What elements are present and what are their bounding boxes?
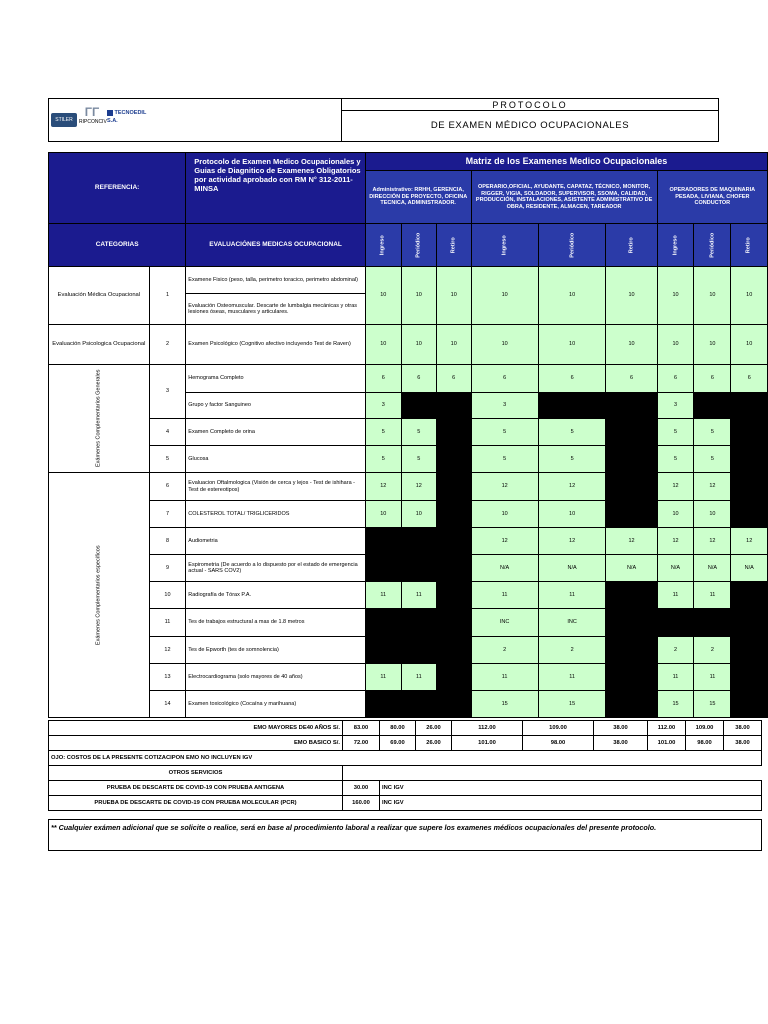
exam-name: Grupo y factor Sanguineo [186,393,366,419]
exam-value-cell [436,664,471,691]
exam-number: 2 [149,325,186,365]
ojo-note-row [49,751,762,766]
exam-row [49,325,768,365]
exam-value-cell: N/A [538,555,606,582]
stiler-logo: STILER [51,113,77,127]
service-price: 30.00 [343,781,380,796]
exam-name: Espirometria (De acuerdo a lo dispuesto por el estado de emergencia actual - SARS COV2) [186,555,366,582]
exam-value-cell: 5 [538,419,606,446]
tecnoedil-text: TECNOEDIL S.A. [107,110,147,124]
exam-value-cell: 5 [401,419,436,446]
exam-value-cell [436,501,471,528]
exam-value-cell: 11 [657,582,694,609]
exam-value-cell: 5 [657,446,694,473]
exam-value-cell: 5 [471,446,538,473]
exam-value-cell: 10 [365,501,401,528]
exam-name: Examen toxicológico (Cocaína y marihuana) [186,691,366,718]
exam-value-cell: 11 [401,664,436,691]
service-row [49,781,762,796]
exam-value-cell: N/A [657,555,694,582]
exam-value-cell: 10 [401,501,436,528]
emo-basico-row [49,736,762,751]
exam-value-cell: 11 [471,664,538,691]
phase-header-label: Retiro [745,237,752,253]
emo-basico-price: 98.00 [686,736,724,751]
exam-row [49,446,768,473]
exam-number: 12 [149,637,186,664]
exam-value-cell [365,691,401,718]
category-cell [49,267,150,325]
phase-header [606,224,657,267]
service-note: INC IGV [380,796,762,811]
exam-row [49,609,768,637]
exam-value-cell [731,664,768,691]
exam-name: COLESTEROL TOTAL/ TRIGLICERIDOS [186,501,366,528]
exam-number: 4 [149,419,186,446]
exam-value-cell [731,691,768,718]
exam-value-cell [731,473,768,501]
emo-mayores-row [49,721,762,736]
footnote: ** Cualquier exámen adicional que se solicite o realice, será en base al procedimiento laboral a realizar que supere los examenes médicos ocupacionales del presente protocolo. [49,820,762,851]
exam-value-cell [731,609,768,637]
exam-value-cell [606,419,657,446]
categorias-header: CATEGORIAS [49,224,186,267]
exam-value-cell: 11 [538,582,606,609]
exam-value-cell: 10 [436,267,471,325]
exam-value-cell [401,528,436,555]
exam-value-cell [436,446,471,473]
spacer-row [49,811,762,820]
exam-name: Examen Completo de orina [186,419,366,446]
phase-header-label: Retiro [628,237,635,253]
exam-value-cell: 10 [365,325,401,365]
exam-row [49,691,768,718]
exam-value-cell: 12 [471,528,538,555]
exam-value-cell: 10 [694,501,731,528]
exam-value-cell [731,637,768,664]
exam-number: 6 [149,473,186,501]
emo-basico-price: 38.00 [594,736,648,751]
exam-value-cell: 10 [657,501,694,528]
exam-value-cell: 10 [471,501,538,528]
exam-value-cell [694,609,731,637]
document-title: PROTOCOLO [342,98,719,111]
exam-value-cell: 12 [538,473,606,501]
exam-name: Tes de trabajos estructural a mas de 1.8 metros [186,609,366,637]
exam-value-cell: 2 [694,637,731,664]
exam-value-cell: 11 [694,582,731,609]
exam-value-cell: 5 [694,446,731,473]
exam-value-cell [606,637,657,664]
phase-header [365,224,401,267]
exam-value-cell: 12 [694,473,731,501]
exam-value-cell [436,393,471,419]
exam-value-cell: 11 [538,664,606,691]
emo-basico-price: 26.00 [416,736,452,751]
exam-value-cell [401,691,436,718]
category-label: Evaluación Médica Ocupacional [57,292,141,299]
group-administrativo: Administrativo: RRHH, GERENCIA, DIRECCIÓN DE PROYECTO, OFICINA TECNICA, ADMINISTRADOR. [365,171,471,224]
exam-value-cell: 3 [365,393,401,419]
emo-mayores-label: EMO MAYORES DE40 AÑOS S/. [49,721,343,736]
emo-basico-price: 69.00 [380,736,416,751]
ripconciv-text: RIPCONCIV [79,119,107,125]
exam-value-cell: 15 [471,691,538,718]
emo-basico-price: 101.00 [452,736,523,751]
exam-value-cell: 10 [694,267,731,325]
exam-value-cell: 6 [436,365,471,393]
exam-value-cell [436,555,471,582]
exam-value-cell: 3 [471,393,538,419]
exam-name: Radiografía de Tórax P.A. [186,582,366,609]
exam-value-cell: 10 [538,501,606,528]
exam-value-cell: 6 [657,365,694,393]
exam-value-cell: 6 [538,365,606,393]
exam-value-cell: N/A [606,555,657,582]
exam-value-cell: 5 [657,419,694,446]
summary-body [49,721,762,851]
otros-servicios-label: OTROS SERVICIOS [49,766,343,781]
phase-header [436,224,471,267]
category-cell [49,325,150,365]
exam-value-cell: 6 [365,365,401,393]
exam-value-cell: 6 [606,365,657,393]
exam-value-cell: 12 [538,528,606,555]
emo-basico-label: EMO BASICO S/. [49,736,343,751]
exam-value-cell [694,393,731,419]
exam-number: 5 [149,446,186,473]
exam-value-cell [365,555,401,582]
exam-value-cell [401,637,436,664]
phase-header [657,224,694,267]
exam-value-cell [731,446,768,473]
exam-value-cell: 11 [365,664,401,691]
exam-row [49,419,768,446]
exam-row [49,637,768,664]
exam-value-cell: 11 [365,582,401,609]
phase-header [694,224,731,267]
exam-value-cell [436,419,471,446]
spacer [49,811,762,820]
phase-header-label: Periódico [568,232,575,258]
exam-number: 14 [149,691,186,718]
exam-name: Audiometria [186,528,366,555]
emo-basico-price: 101.00 [648,736,686,751]
phase-header-label: Retiro [450,237,457,253]
emo-mayores-price: 112.00 [648,721,686,736]
exam-value-cell [606,582,657,609]
exam-row [49,267,768,294]
protocol-reference-text: Protocolo de Examen Medico Ocupacionales y Guias de Diagnitico de Examenes Obligatorios por actividad aprobado con RM N° 312-2011-MINSA [186,153,366,224]
service-name: PRUEBA DE DESCARTE DE COVID-19 CON PRUEBA ANTIGENA [49,781,343,796]
exam-name: Evaluacion Oftalmologica (Visión de cerca y lejos - Test de ishihara - Test de estereotipos) [186,473,366,501]
ojo-note: OJO: COSTOS DE LA PRESENTE COTIZACIPON EMO NO INCLUYEN IGV [49,751,762,766]
exam-number: 7 [149,501,186,528]
exam-row [49,365,768,393]
exam-value-cell [606,609,657,637]
exam-value-cell: 10 [657,325,694,365]
referencia-label: REFERENCIA: [49,153,186,224]
exam-row [49,501,768,528]
exam-value-cell: 10 [731,325,768,365]
emo-mayores-price: 26.00 [416,721,452,736]
phase-header [471,224,538,267]
exam-number: 9 [149,555,186,582]
exam-value-cell [606,393,657,419]
exam-value-cell: 2 [471,637,538,664]
exam-value-cell [606,691,657,718]
logos-box [48,98,342,142]
emo-mayores-price: 83.00 [343,721,380,736]
exam-name: Examen Psicológico (Cognitivo afectivo incluyendo Test de Raven) [186,325,366,365]
exam-value-cell: 2 [538,637,606,664]
exam-value-cell [401,393,436,419]
exam-value-cell: 12 [471,473,538,501]
exam-value-cell: 10 [436,325,471,365]
exam-value-cell: 5 [365,446,401,473]
category-label: Exámenes Complementarios Generales [95,369,102,468]
exam-value-cell: 6 [731,365,768,393]
exam-name: Evaluación Osteomuscular. Descarte de lumbalgia mecánicas y otras lesiones óseas, musculares y articulares. [186,294,366,325]
exam-name: Tes de Epworth (tes de somnolencia) [186,637,366,664]
exam-name: Hemograma Completo [186,365,366,393]
exam-value-cell: 2 [657,637,694,664]
phase-header-label: Periódico [709,232,716,258]
exam-value-cell: INC [471,609,538,637]
exam-value-cell: 15 [538,691,606,718]
exam-value-cell: INC [538,609,606,637]
exam-value-cell: 10 [471,325,538,365]
exam-value-cell: 10 [471,267,538,325]
tecnoedil-logo [107,109,153,129]
emo-mayores-price: 109.00 [686,721,724,736]
exam-value-cell: 12 [606,528,657,555]
category-cell [49,365,150,473]
exam-number: 10 [149,582,186,609]
emo-mayores-price: 38.00 [594,721,648,736]
exam-value-cell [436,473,471,501]
exam-matrix-table [48,152,768,718]
exam-value-cell: 11 [471,582,538,609]
exam-value-cell: 5 [401,446,436,473]
exam-value-cell [436,582,471,609]
exam-number: 1 [149,267,186,325]
emo-mayores-price: 112.00 [452,721,523,736]
exam-value-cell: 11 [401,582,436,609]
exam-value-cell: 10 [657,267,694,325]
phase-header-label: Ingreso [501,235,508,255]
exam-value-cell: 12 [401,473,436,501]
exam-value-cell: 12 [731,528,768,555]
exam-value-cell [436,528,471,555]
service-note: INC IGV [380,781,762,796]
exam-value-cell: 5 [365,419,401,446]
phase-header [538,224,606,267]
evaluaciones-header: EVALUACIÓNES MEDICAS OCUPACIONAL [186,224,366,267]
exam-value-cell: 6 [471,365,538,393]
exam-value-cell [436,637,471,664]
exam-value-cell [657,609,694,637]
group-operadores: OPERADORES DE MAQUINARIA PESADA, LIVIANA, CHOFER CONDUCTOR [657,171,767,224]
document-subtitle: DE EXAMEN MÉDICO OCUPACIONALES [342,111,719,142]
exam-value-cell: 10 [606,325,657,365]
exam-value-cell [365,637,401,664]
matrix-title: Matriz de los Examenes Medico Ocupacionales [365,153,767,171]
exam-number: 3 [149,365,186,419]
exam-value-cell: 10 [731,267,768,325]
phase-header-label: Ingreso [672,235,679,255]
exam-value-cell [731,419,768,446]
exam-value-cell: 5 [538,446,606,473]
exam-value-cell [538,393,606,419]
exam-value-cell [436,609,471,637]
exam-value-cell [606,446,657,473]
emo-mayores-price: 80.00 [380,721,416,736]
service-row [49,796,762,811]
exam-row [49,473,768,501]
phase-header-row [49,224,768,267]
exam-value-cell [365,528,401,555]
exam-value-cell [731,501,768,528]
exam-value-cell: 5 [471,419,538,446]
category-cell [49,473,150,718]
exam-value-cell: 10 [538,325,606,365]
service-name: PRUEBA DE DESCARTE DE COVID-19 CON PRUEBA MOLECULAR (PCR) [49,796,343,811]
exam-value-cell: 11 [694,664,731,691]
exam-name: Electrocardiograma (solo mayores de 40 años) [186,664,366,691]
category-label: Evaluación Psicologica Ocupacional [52,341,146,348]
exam-value-cell: 15 [657,691,694,718]
exam-value-cell: 10 [538,267,606,325]
phase-header-label: Ingreso [380,235,387,255]
ripconciv-mark-icon: ΓΓ [84,105,100,119]
exam-matrix-body [49,153,768,718]
exam-value-cell: 10 [401,267,436,325]
exam-value-cell: 15 [694,691,731,718]
exam-row [49,582,768,609]
exam-number: 8 [149,528,186,555]
service-price: 160.00 [343,796,380,811]
phase-header [731,224,768,267]
exam-value-cell [365,609,401,637]
exam-value-cell [731,393,768,419]
category-label: Exámenes Complementarios específicos [95,545,102,645]
exam-value-cell: 10 [365,267,401,325]
phase-header [401,224,436,267]
exam-row [49,664,768,691]
exam-value-cell: 11 [657,664,694,691]
exam-value-cell: 5 [694,419,731,446]
exam-value-cell: 12 [657,528,694,555]
exam-value-cell: N/A [731,555,768,582]
exam-row [49,528,768,555]
exam-value-cell: 6 [401,365,436,393]
otros-servicios-row [49,766,762,781]
exam-value-cell [731,582,768,609]
exam-number: 11 [149,609,186,637]
exam-value-cell: 12 [694,528,731,555]
tecnoedil-mark-icon [107,110,113,116]
exam-value-cell [436,691,471,718]
emo-basico-price: 72.00 [343,736,380,751]
exam-value-cell: N/A [694,555,731,582]
exam-value-cell [606,473,657,501]
emo-basico-price: 38.00 [724,736,762,751]
emo-mayores-price: 109.00 [523,721,594,736]
exam-value-cell: 3 [657,393,694,419]
exam-row [49,555,768,582]
exam-value-cell: 10 [694,325,731,365]
exam-value-cell: 12 [365,473,401,501]
exam-value-cell [401,555,436,582]
ripconciv-logo [79,105,105,135]
emo-mayores-price: 38.00 [724,721,762,736]
group-operario: OPERARIO,OFICIAL, AYUDANTE, CAPATAZ, TÉCNICO, MONITOR, RIGGER, VIGIA, SOLDADOR, SUPERVISOR, SSOMA, CALIDAD, PRODUCCIÓN, INSTALACIONES, ASISTENTE ADMINISTRATIVO DE OBRA, RESIDENTE, ALMACEN, TAREADOR [471,171,657,224]
exam-number: 13 [149,664,186,691]
exam-name: Examene Fisico (peso, talla, perimetro toracico, perimetro abdominal) [186,267,366,294]
exam-value-cell [606,664,657,691]
exam-value-cell: 6 [694,365,731,393]
exam-value-cell: 10 [401,325,436,365]
phase-header-label: Periódico [415,232,422,258]
exam-name: Glucosa [186,446,366,473]
exam-value-cell [401,609,436,637]
exam-value-cell: N/A [471,555,538,582]
footnote-row [49,820,762,851]
summary-table [48,720,762,851]
exam-value-cell: 12 [657,473,694,501]
emo-basico-price: 98.00 [523,736,594,751]
otros-servicios-blank [343,766,762,781]
exam-value-cell: 10 [606,267,657,325]
exam-value-cell [606,501,657,528]
